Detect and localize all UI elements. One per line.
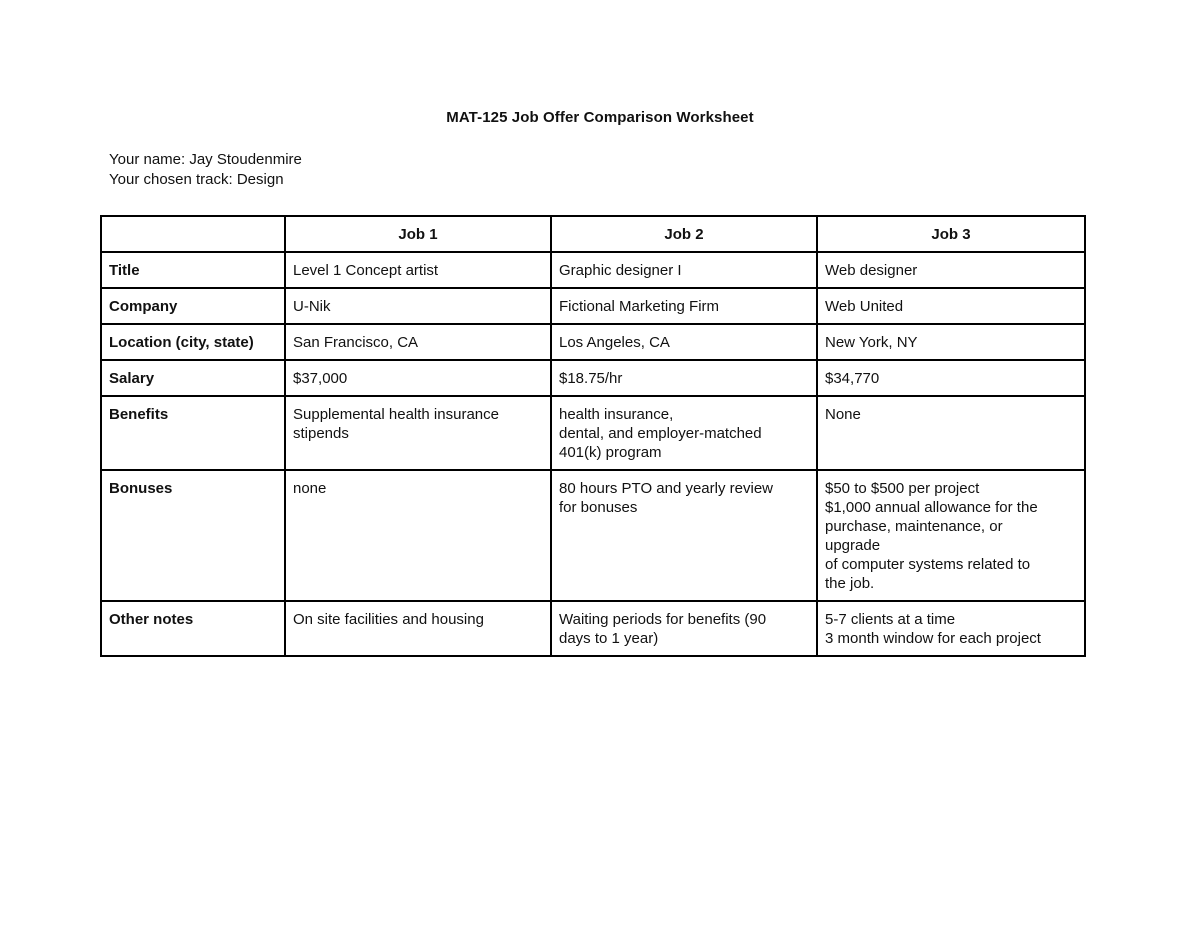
benefits-job-1-cell bbox=[285, 396, 551, 470]
table-row-salary bbox=[101, 360, 1085, 396]
cell-text-line: $34,770 bbox=[825, 370, 880, 387]
cell-text-line: Web United bbox=[825, 298, 904, 315]
benefits-job-2-cell bbox=[551, 396, 817, 470]
header-job-2: Job 2 bbox=[551, 216, 817, 252]
title-job-3-cell bbox=[817, 252, 1085, 288]
student-info bbox=[109, 150, 302, 190]
chosen-track: Your chosen track: Design bbox=[109, 171, 284, 188]
location-job-2-cell bbox=[551, 324, 817, 360]
cell-text-line: for bonuses bbox=[559, 499, 638, 516]
cell-text-line: none bbox=[293, 480, 327, 497]
row-label-salary: Salary bbox=[101, 360, 285, 396]
company-job-1-cell bbox=[285, 288, 551, 324]
table-row-bonuses bbox=[101, 470, 1085, 601]
salary-job-1-cell bbox=[285, 360, 551, 396]
cell-text-line: upgrade bbox=[825, 537, 881, 554]
cell-text-line: 80 hours PTO and yearly review bbox=[559, 480, 773, 497]
table-row-company bbox=[101, 288, 1085, 324]
cell-text-line: days to 1 year) bbox=[559, 630, 659, 647]
bonuses-job-1-cell bbox=[285, 470, 551, 601]
cell-text-line: Web designer bbox=[825, 262, 918, 279]
title-job-1-cell bbox=[285, 252, 551, 288]
cell-text-line: San Francisco, CA bbox=[293, 334, 419, 351]
cell-text-line: stipends bbox=[293, 425, 349, 442]
cell-text-line: of computer systems related to bbox=[825, 556, 1031, 573]
salary-job-2-cell bbox=[551, 360, 817, 396]
cell-text-line: Level 1 Concept artist bbox=[293, 262, 439, 279]
cell-text-line: 401(k) program bbox=[559, 444, 662, 461]
cell-text-line: $37,000 bbox=[293, 370, 348, 387]
header-row bbox=[101, 216, 1085, 252]
row-label-other-notes: Other notes bbox=[101, 601, 285, 656]
student-name: Your name: Jay Stoudenmire bbox=[109, 151, 302, 168]
cell-text-line: Los Angeles, CA bbox=[559, 334, 670, 351]
row-label-bonuses: Bonuses bbox=[101, 470, 285, 601]
row-label-benefits: Benefits bbox=[101, 396, 285, 470]
location-job-3-cell bbox=[817, 324, 1085, 360]
cell-text-line: the job. bbox=[825, 575, 875, 592]
page-title: MAT-125 Job Offer Comparison Worksheet bbox=[446, 109, 754, 126]
cell-text-line: 5-7 clients at a time bbox=[825, 611, 956, 628]
table-row-benefits bbox=[101, 396, 1085, 470]
bonuses-job-3-cell bbox=[817, 470, 1085, 601]
cell-text-line: 3 month window for each project bbox=[825, 630, 1041, 647]
cell-text-line: None bbox=[825, 406, 861, 423]
cell-text-line: purchase, maintenance, or bbox=[825, 518, 1003, 535]
cell-text-line: dental, and employer-matched bbox=[559, 425, 762, 442]
cell-text-line: New York, NY bbox=[825, 334, 918, 351]
table-row-other-notes bbox=[101, 601, 1085, 656]
row-label-location: Location (city, state) bbox=[101, 324, 285, 360]
other-notes-job-2-cell bbox=[551, 601, 817, 656]
cell-text-line: U-Nik bbox=[293, 298, 331, 315]
cell-text-line: On site facilities and housing bbox=[293, 611, 484, 628]
salary-job-3-cell bbox=[817, 360, 1085, 396]
other-notes-job-3-cell bbox=[817, 601, 1085, 656]
header-job-3: Job 3 bbox=[817, 216, 1085, 252]
cell-text-line: Waiting periods for benefits (90 bbox=[559, 611, 767, 628]
cell-text-line: health insurance, bbox=[559, 406, 674, 423]
cell-text-line: Fictional Marketing Firm bbox=[559, 298, 720, 315]
job-comparison-table bbox=[100, 215, 1086, 657]
header-job-1: Job 1 bbox=[285, 216, 551, 252]
cell-text-line: Graphic designer I bbox=[559, 262, 682, 279]
bonuses-job-2-cell bbox=[551, 470, 817, 601]
cell-text-line: $1,000 annual allowance for the bbox=[825, 499, 1038, 516]
table-body bbox=[101, 252, 1085, 656]
row-label-company: Company bbox=[101, 288, 285, 324]
location-job-1-cell bbox=[285, 324, 551, 360]
title-job-2-cell bbox=[551, 252, 817, 288]
company-job-2-cell bbox=[551, 288, 817, 324]
table-row-title bbox=[101, 252, 1085, 288]
other-notes-job-1-cell bbox=[285, 601, 551, 656]
cell-text-line: $50 to $500 per project bbox=[825, 480, 980, 497]
row-label-title: Title bbox=[101, 252, 285, 288]
cell-text-line: $18.75/hr bbox=[559, 370, 623, 387]
benefits-job-3-cell bbox=[817, 396, 1085, 470]
header-corner-cell bbox=[101, 216, 285, 252]
company-job-3-cell bbox=[817, 288, 1085, 324]
table-row-location bbox=[101, 324, 1085, 360]
cell-text-line: Supplemental health insurance bbox=[293, 406, 499, 423]
